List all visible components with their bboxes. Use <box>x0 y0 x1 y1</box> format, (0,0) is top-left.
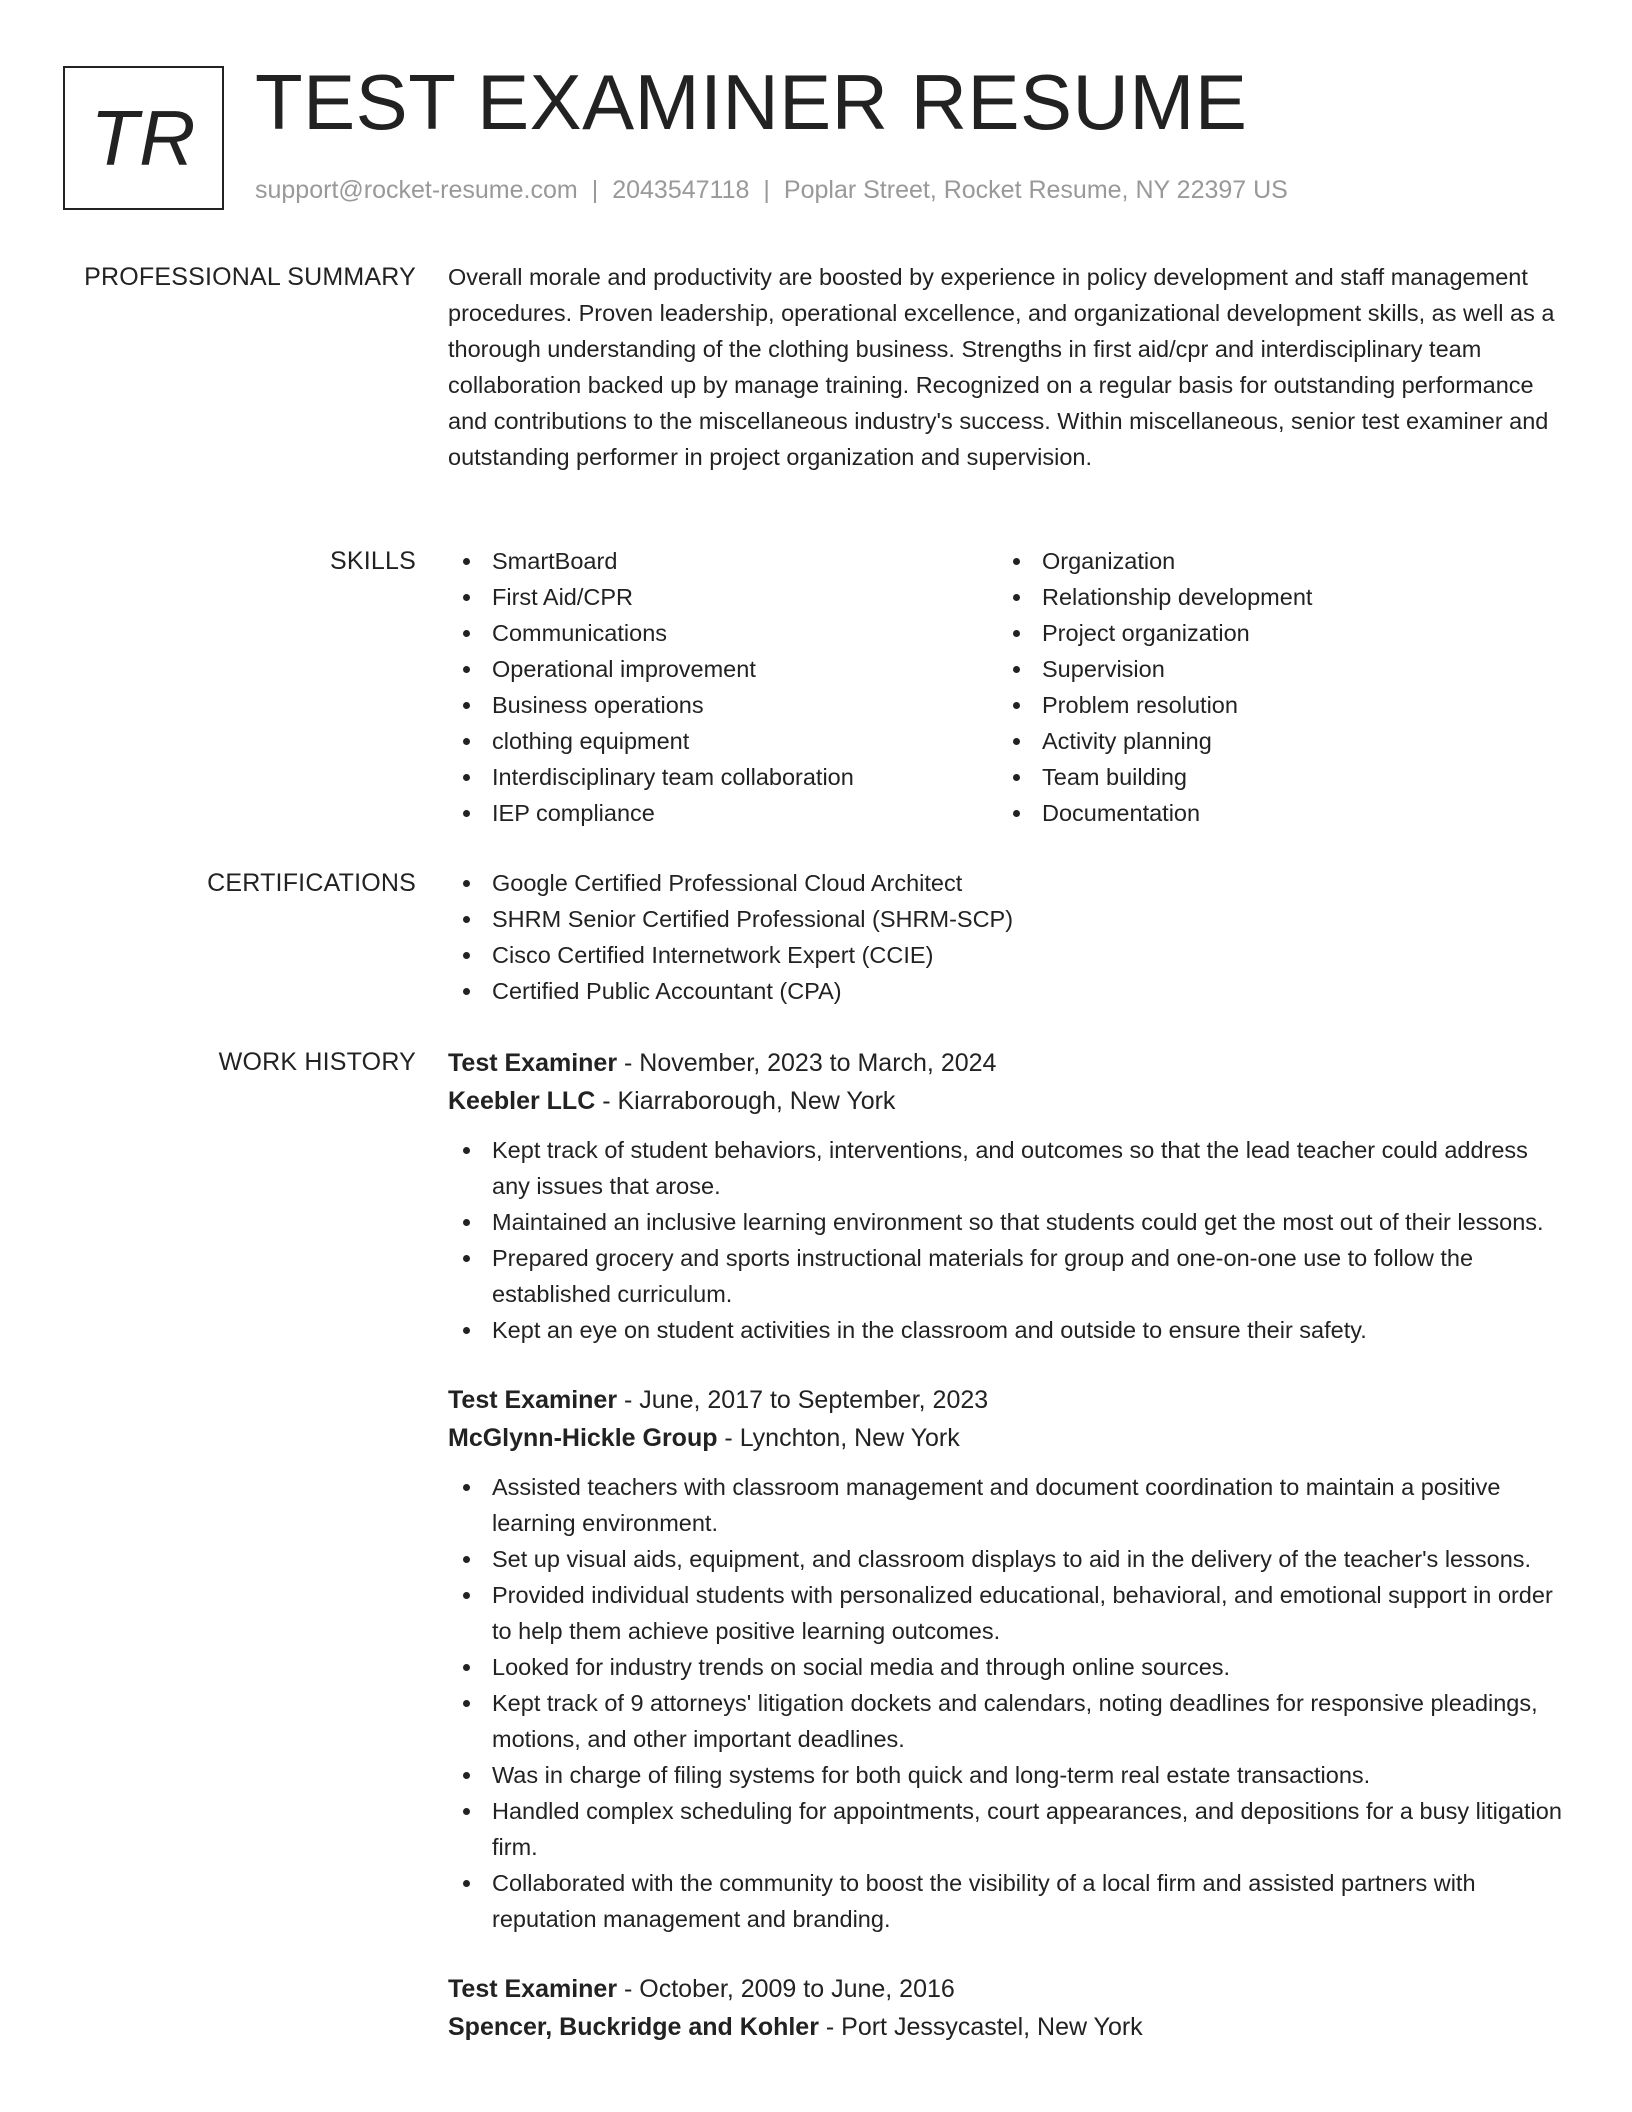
skill-item: Organization <box>998 543 1548 579</box>
skills-list-right <box>998 543 1548 831</box>
job-bullet: Kept track of 9 attorneys' litigation dockets and calendars, noting deadlines for responsive pleadings, motions, and other important deadlines. <box>448 1685 1562 1757</box>
job-bullet: Assisted teachers with classroom management and document coordination to maintain a positive learning environment. <box>448 1469 1562 1541</box>
job-dates: - June, 2017 to September, 2023 <box>617 1386 989 1414</box>
job-bullet: Was in charge of filing systems for both quick and long-term real estate transactions. <box>448 1757 1562 1793</box>
certifications-label: CERTIFICATIONS <box>207 869 416 897</box>
work-history-label: WORK HISTORY <box>218 1048 416 1076</box>
job-bullet: Kept track of student behaviors, interventions, and outcomes so that the lead teacher could address any issues that arose. <box>448 1132 1562 1204</box>
job-company-line <box>448 1419 1562 1457</box>
contact-phone: 2043547118 <box>612 176 750 204</box>
skill-item: Communications <box>448 615 998 651</box>
job-company: McGlynn-Hickle Group <box>448 1424 718 1452</box>
skill-item: Business operations <box>448 687 998 723</box>
contact-separator: | <box>591 176 599 204</box>
skill-item: First Aid/CPR <box>448 579 998 615</box>
skill-item: Documentation <box>998 795 1548 831</box>
job-dates: - October, 2009 to June, 2016 <box>617 1975 955 2003</box>
skill-item: Supervision <box>998 651 1548 687</box>
job-bullet: Provided individual students with personalized educational, behavioral, and emotional support in order to help them achieve positive learning outcomes. <box>448 1577 1562 1649</box>
skills-grid <box>448 543 1562 831</box>
job-bullet: Looked for industry trends on social media and through online sources. <box>448 1649 1562 1685</box>
job-location: - Port Jessycastel, New York <box>818 2013 1143 2041</box>
job-company: Keebler LLC <box>448 1087 596 1115</box>
skill-item: Relationship development <box>998 579 1548 615</box>
skill-item: Operational improvement <box>448 651 998 687</box>
job-company: Spencer, Buckridge and Kohler <box>448 2013 819 2041</box>
job-entry <box>448 1970 1562 2046</box>
job-dates: - November, 2023 to March, 2024 <box>617 1049 997 1077</box>
contact-address: Poplar Street, Rocket Resume, NY 22397 US <box>783 176 1288 204</box>
job-title-line <box>448 1381 1562 1419</box>
skill-item: Team building <box>998 759 1548 795</box>
skill-item: clothing equipment <box>448 723 998 759</box>
monogram-box <box>63 66 224 210</box>
job-title-line <box>448 1970 1562 2008</box>
job-bullet: Kept an eye on student activities in the classroom and outside to ensure their safety. <box>448 1312 1562 1348</box>
monogram-initials: TR <box>90 93 197 182</box>
contact-email: support@rocket-resume.com <box>255 176 578 204</box>
skill-item: SmartBoard <box>448 543 998 579</box>
job-company-line <box>448 2008 1562 2046</box>
job-bullet: Prepared grocery and sports instructional materials for group and one-on-one use to follow the established curriculum. <box>448 1240 1562 1312</box>
certifications-body <box>448 865 1562 1009</box>
contact-line <box>255 174 1288 206</box>
job-location: - Kiarraborough, New York <box>595 1087 896 1115</box>
job-title: Test Examiner <box>448 1386 618 1414</box>
contact-separator: | <box>763 176 770 204</box>
skills-label: SKILLS <box>330 547 416 575</box>
job-title: Test Examiner <box>448 1049 618 1077</box>
certification-item: Google Certified Professional Cloud Architect <box>448 865 1562 901</box>
skills-list-left <box>448 543 998 831</box>
summary-text: Overall morale and productivity are boosted by experience in policy development and staff management procedures. Proven leadership, operational excellence, and organizational development skills, as well as a thorough understanding of the clothing business. Strengths in first aid/cpr and interdisciplinary team collaboration backed up by manage training. Recognized on a regular basis for outstanding performance and contributions to the miscellaneous industry's success. Within miscellaneous, senior test examiner and outstanding performer in project organization and supervision. <box>448 264 1555 470</box>
job-bullet: Collaborated with the community to boost the visibility of a local firm and assisted partners with reputation management and branding. <box>448 1865 1562 1937</box>
certifications-list <box>448 865 1562 1009</box>
job-location: - Lynchton, New York <box>717 1424 960 1452</box>
certification-item: Certified Public Accountant (CPA) <box>448 973 1562 1009</box>
job-company-line <box>448 1082 1562 1120</box>
job-title: Test Examiner <box>448 1975 618 2003</box>
skill-item: Problem resolution <box>998 687 1548 723</box>
job-bullet: Maintained an inclusive learning environment so that students could get the most out of their lessons. <box>448 1204 1562 1240</box>
job-entry <box>448 1044 1562 1348</box>
work-history-body <box>448 1044 1562 2079</box>
certification-item: Cisco Certified Internetwork Expert (CCIE) <box>448 937 1562 973</box>
skill-item: Activity planning <box>998 723 1548 759</box>
job-bullet: Handled complex scheduling for appointments, court appearances, and depositions for a busy litigation firm. <box>448 1793 1562 1865</box>
job-bullet-list <box>448 1469 1562 1937</box>
job-entry <box>448 1381 1562 1937</box>
skill-item: Interdisciplinary team collaboration <box>448 759 998 795</box>
certification-item: SHRM Senior Certified Professional (SHRM-SCP) <box>448 901 1562 937</box>
resume-title: TEST EXAMINER RESUME <box>255 58 1248 146</box>
skill-item: IEP compliance <box>448 795 998 831</box>
summary-label: PROFESSIONAL SUMMARY <box>84 263 416 291</box>
job-bullet: Set up visual aids, equipment, and classroom displays to aid in the delivery of the teacher's lessons. <box>448 1541 1562 1577</box>
skill-item: Project organization <box>998 615 1548 651</box>
job-bullet-list <box>448 1132 1562 1348</box>
job-title-line <box>448 1044 1562 1082</box>
